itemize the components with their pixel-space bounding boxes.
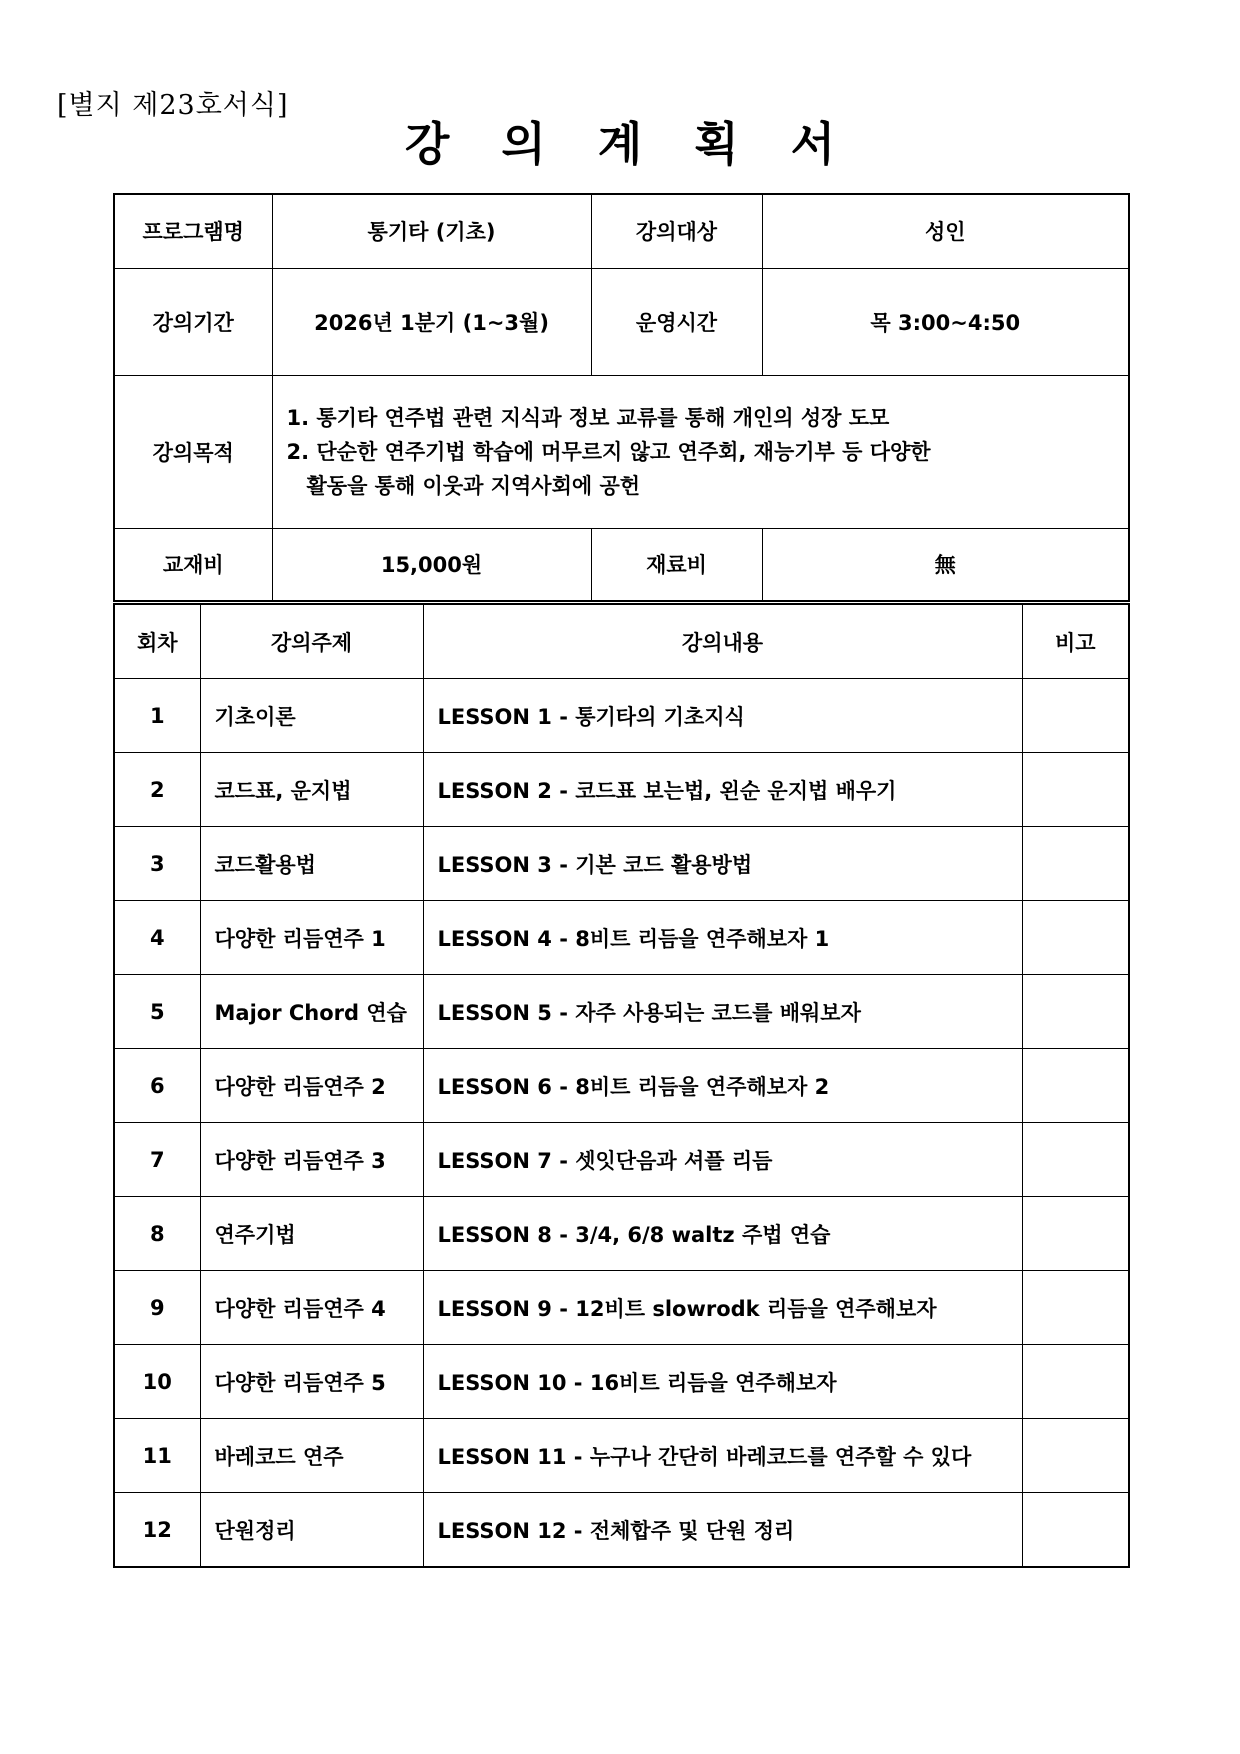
session-content: LESSON 4 - 8비트 리듬을 연주해보자 1 bbox=[423, 901, 1022, 975]
session-topic: 코드활용법 bbox=[200, 827, 423, 901]
session-content: LESSON 8 - 3/4, 6/8 waltz 주법 연습 bbox=[423, 1197, 1022, 1271]
session-number: 3 bbox=[114, 827, 200, 901]
session-topic: 바레코드 연주 bbox=[200, 1419, 423, 1493]
session-content: LESSON 12 - 전체합주 및 단원 정리 bbox=[423, 1493, 1022, 1568]
program-value: 통기타 (기초) bbox=[272, 194, 591, 268]
session-content: LESSON 2 - 코드표 보는법, 왼순 운지법 배우기 bbox=[423, 753, 1022, 827]
table-row bbox=[114, 827, 1129, 901]
purpose-row bbox=[114, 375, 1129, 528]
session-number: 2 bbox=[114, 753, 200, 827]
session-content: LESSON 3 - 기본 코드 활용방법 bbox=[423, 827, 1022, 901]
session-topic: 코드표, 운지법 bbox=[200, 753, 423, 827]
session-number: 9 bbox=[114, 1271, 200, 1345]
session-content: LESSON 5 - 자주 사용되는 코드를 배워보자 bbox=[423, 975, 1022, 1049]
session-number: 7 bbox=[114, 1123, 200, 1197]
header-topic: 강의주제 bbox=[200, 604, 423, 679]
session-number: 4 bbox=[114, 901, 200, 975]
session-number: 8 bbox=[114, 1197, 200, 1271]
purpose-text bbox=[272, 375, 1129, 528]
lecture-schedule-table bbox=[113, 603, 1130, 1568]
session-topic: 단원정리 bbox=[200, 1493, 423, 1568]
session-topic: 다양한 리듬연주 5 bbox=[200, 1345, 423, 1419]
table-row bbox=[114, 1123, 1129, 1197]
session-topic: 다양한 리듬연주 4 bbox=[200, 1271, 423, 1345]
period-row bbox=[114, 268, 1129, 375]
session-note bbox=[1022, 1419, 1129, 1493]
session-content: LESSON 11 - 누구나 간단히 바레코드를 연주할 수 있다 bbox=[423, 1419, 1022, 1493]
time-value: 목 3:00~4:50 bbox=[762, 268, 1129, 375]
session-content: LESSON 6 - 8비트 리듬을 연주해보자 2 bbox=[423, 1049, 1022, 1123]
table-row bbox=[114, 1197, 1129, 1271]
header-note: 비고 bbox=[1022, 604, 1129, 679]
schedule-header-row bbox=[114, 604, 1129, 679]
session-topic: Major Chord 연습 bbox=[200, 975, 423, 1049]
session-note bbox=[1022, 1197, 1129, 1271]
textbook-label: 교재비 bbox=[114, 528, 272, 601]
table-row bbox=[114, 679, 1129, 753]
course-info-table bbox=[113, 193, 1130, 602]
session-note bbox=[1022, 1271, 1129, 1345]
session-topic: 기초이론 bbox=[200, 679, 423, 753]
program-label: 프로그램명 bbox=[114, 194, 272, 268]
session-content: LESSON 1 - 통기타의 기초지식 bbox=[423, 679, 1022, 753]
table-row bbox=[114, 1271, 1129, 1345]
session-topic: 다양한 리듬연주 3 bbox=[200, 1123, 423, 1197]
session-number: 5 bbox=[114, 975, 200, 1049]
table-row bbox=[114, 753, 1129, 827]
session-note bbox=[1022, 679, 1129, 753]
session-topic: 다양한 리듬연주 2 bbox=[200, 1049, 423, 1123]
purpose-line-3: 활동을 통해 이웃과 지역사회에 공헌 bbox=[306, 473, 641, 498]
header-content: 강의내용 bbox=[423, 604, 1022, 679]
session-note bbox=[1022, 1049, 1129, 1123]
session-note bbox=[1022, 975, 1129, 1049]
purpose-line-1: 1. 통기타 연주법 관련 지식과 정보 교류를 통해 개인의 성장 도모 bbox=[286, 405, 890, 430]
session-content: LESSON 9 - 12비트 slowrodk 리듬을 연주해보자 bbox=[423, 1271, 1022, 1345]
period-value: 2026년 1분기 (1~3월) bbox=[272, 268, 591, 375]
session-number: 12 bbox=[114, 1493, 200, 1568]
session-note bbox=[1022, 827, 1129, 901]
material-label: 재료비 bbox=[591, 528, 762, 601]
session-number: 10 bbox=[114, 1345, 200, 1419]
cost-row bbox=[114, 528, 1129, 601]
table-row bbox=[114, 1493, 1129, 1568]
form-number: [별지 제23호서식] bbox=[57, 90, 289, 121]
header-session: 회차 bbox=[114, 604, 200, 679]
time-label: 운영시간 bbox=[591, 268, 762, 375]
table-row bbox=[114, 975, 1129, 1049]
target-label: 강의대상 bbox=[591, 194, 762, 268]
program-row bbox=[114, 194, 1129, 268]
session-note bbox=[1022, 1345, 1129, 1419]
session-topic: 다양한 리듬연주 1 bbox=[200, 901, 423, 975]
table-row bbox=[114, 901, 1129, 975]
session-number: 11 bbox=[114, 1419, 200, 1493]
period-label: 강의기간 bbox=[114, 268, 272, 375]
purpose-label: 강의목적 bbox=[114, 375, 272, 528]
session-note bbox=[1022, 901, 1129, 975]
session-number: 6 bbox=[114, 1049, 200, 1123]
session-topic: 연주기법 bbox=[200, 1197, 423, 1271]
document-title: 강 의 계 획 서 bbox=[404, 117, 854, 171]
material-value: 無 bbox=[762, 528, 1129, 601]
purpose-line-2: 2. 단순한 연주기법 학습에 머무르지 않고 연주회, 재능기부 등 다양한 bbox=[286, 439, 931, 464]
session-note bbox=[1022, 1493, 1129, 1568]
session-note bbox=[1022, 753, 1129, 827]
target-value: 성인 bbox=[762, 194, 1129, 268]
textbook-value: 15,000원 bbox=[272, 528, 591, 601]
table-row bbox=[114, 1049, 1129, 1123]
table-row bbox=[114, 1345, 1129, 1419]
session-content: LESSON 7 - 셋잇단음과 셔플 리듬 bbox=[423, 1123, 1022, 1197]
session-content: LESSON 10 - 16비트 리듬을 연주해보자 bbox=[423, 1345, 1022, 1419]
table-row bbox=[114, 1419, 1129, 1493]
session-number: 1 bbox=[114, 679, 200, 753]
session-note bbox=[1022, 1123, 1129, 1197]
